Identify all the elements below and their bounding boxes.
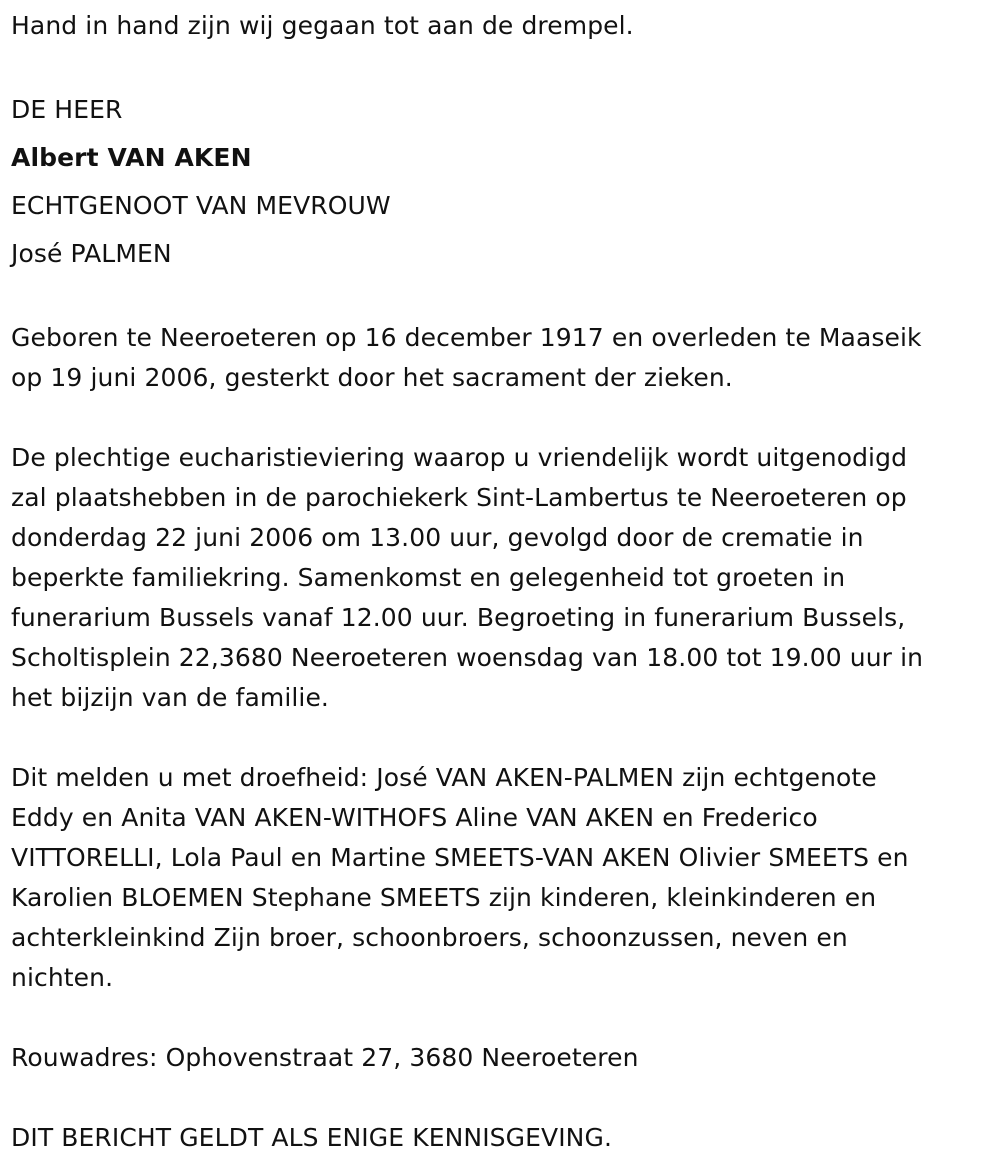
paragraph-line: VITTORELLI, Lola Paul en Martine SMEETS-VAN AKEN Olivier SMEETS en	[11, 843, 909, 872]
paragraph-line: De plechtige eucharistieviering waarop u vriendelijk wordt uitgenodigd	[11, 443, 908, 472]
spacer	[11, 278, 986, 318]
death-notice	[11, 6, 986, 1158]
paragraph-line: Karolien BLOEMEN Stephane SMEETS zijn kinderen, kleinkinderen en	[11, 883, 877, 912]
paragraph-line: nichten.	[11, 963, 114, 992]
name-block	[11, 86, 986, 278]
paragraph-line: funerarium Bussels vanaf 12.00 uur. Begroeting in funerarium Bussels,	[11, 603, 906, 632]
opening-quote: Hand in hand zijn wij gegaan tot aan de drempel.	[11, 11, 634, 40]
paragraph-line: Scholtisplein 22,3680 Neeroeteren woensdag van 18.00 tot 19.00 uur in	[11, 643, 924, 672]
paragraph-line: achterkleinkind Zijn broer, schoonbroers, schoonzussen, neven en	[11, 923, 848, 952]
paragraph-line: donderdag 22 juni 2006 om 13.00 uur, gevolgd door de crematie in	[11, 523, 864, 552]
paragraph-line: Eddy en Anita VAN AKEN-WITHOFS Aline VAN AKEN en Frederico	[11, 803, 818, 832]
spouse-name: José PALMEN	[11, 239, 172, 268]
honorific-title: DE HEER	[11, 95, 123, 124]
paragraph-line: Dit melden u met droefheid: José VAN AKEN-PALMEN zijn echtgenote	[11, 763, 877, 792]
spacer	[11, 718, 986, 758]
birth-death-paragraph	[11, 318, 986, 398]
paragraph-line: het bijzijn van de familie.	[11, 683, 329, 712]
paragraph-line: Geboren te Neeroeteren op 16 december 1917 en overleden te Maaseik	[11, 323, 922, 352]
family-paragraph	[11, 758, 986, 998]
spacer	[11, 46, 986, 86]
relation-label: ECHTGENOOT VAN MEVROUW	[11, 191, 391, 220]
paragraph-line: zal plaatshebben in de parochiekerk Sint-Lambertus te Neeroeteren op	[11, 483, 907, 512]
spacer	[11, 1078, 986, 1118]
ceremony-paragraph	[11, 438, 986, 718]
paragraph-line: op 19 juni 2006, gesterkt door het sacrament der zieken.	[11, 363, 733, 392]
paragraph-line: beperkte familiekring. Samenkomst en gelegenheid tot groeten in	[11, 563, 846, 592]
closing-statement: DIT BERICHT GELDT ALS ENIGE KENNISGEVING.	[11, 1123, 612, 1152]
spacer	[11, 398, 986, 438]
spacer	[11, 998, 986, 1038]
mourning-address: Rouwadres: Ophovenstraat 27, 3680 Neeroeteren	[11, 1043, 639, 1072]
deceased-name: Albert VAN AKEN	[11, 143, 252, 172]
